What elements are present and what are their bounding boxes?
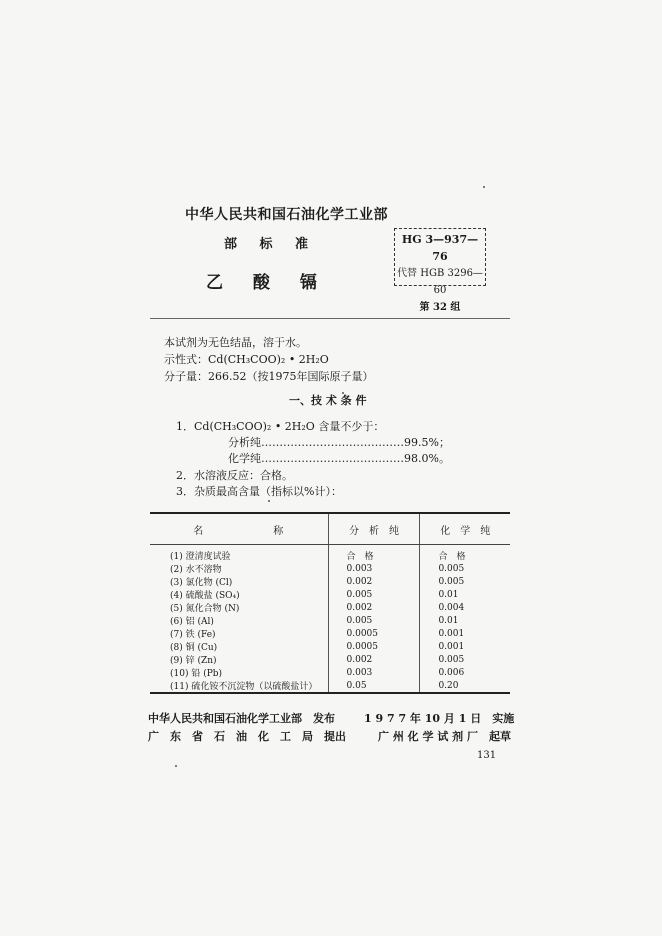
impurity-name: (4) 硫酸盐 (SO₄)	[170, 591, 240, 601]
standard-group: 第 32 组	[419, 302, 461, 313]
table-row	[150, 545, 510, 563]
impurity-name: (5) 氮化合物 (N)	[170, 604, 240, 614]
table-row	[150, 666, 510, 679]
section-title: 一、技 术 条 件	[289, 394, 367, 407]
chemical-value: 0.005	[420, 653, 510, 666]
impurity-name: (2) 水不溶物	[170, 565, 222, 575]
content-analytical-grade: 分析纯…………………………………99.5%；	[228, 436, 450, 449]
analytical-value: 0.005	[328, 588, 420, 601]
table-row	[150, 601, 510, 614]
impurity-name: (3) 氯化物 (Cl)	[170, 578, 233, 588]
analytical-value: 合 格	[328, 545, 420, 563]
impurity-name: (8) 铜 (Cu)	[170, 643, 218, 653]
chemical-value: 合 格	[420, 545, 510, 563]
table-row	[150, 640, 510, 653]
analytical-value: 0.002	[328, 601, 420, 614]
table-row	[150, 575, 510, 588]
impurity-name: (7) 铁 (Fe)	[170, 630, 216, 640]
header-name: 名 称	[150, 513, 328, 545]
molecular-weight-line: 分子量：266.52（按1975年国际原子量）	[164, 370, 374, 383]
table-row	[150, 562, 510, 575]
impurity-name: (10) 铅 (Pb)	[170, 669, 223, 679]
analytical-value: 0.0005	[328, 640, 420, 653]
standard-number: HG 3—937—76	[401, 233, 479, 263]
chemical-value: 0.005	[420, 575, 510, 588]
analytical-value: 0.05	[328, 679, 420, 693]
scan-speck	[483, 186, 485, 188]
chemical-value: 0.005	[420, 562, 510, 575]
scan-speck	[268, 500, 270, 502]
chemical-value: 0.006	[420, 666, 510, 679]
standard-type: 部 标 准	[224, 237, 309, 252]
standard-number-box	[394, 228, 486, 313]
table-row	[150, 627, 510, 640]
impurity-name: (11) 硫化铵不沉淀物（以硫酸盐计）	[150, 679, 328, 693]
analytical-value: 0.003	[328, 666, 420, 679]
footer-issuer: 中华人民共和国石油化学工业部 发布	[148, 712, 335, 725]
chemical-value: 0.001	[420, 640, 510, 653]
replaces-standard: 代替 HGB 3296—60	[397, 268, 483, 296]
table-row	[150, 653, 510, 666]
solution-reaction: 2．水溶液反应：合格。	[176, 469, 293, 482]
analytical-value: 0.003	[328, 562, 420, 575]
header-analytical: 分 析 纯	[328, 513, 420, 545]
table-row	[150, 588, 510, 601]
table-row	[150, 679, 510, 693]
footer-drafter: 广 州 化 学 试 剂 厂 起草	[378, 730, 511, 743]
analytical-value: 0.005	[328, 614, 420, 627]
chemical-value: 0.01	[420, 588, 510, 601]
content-requirement: 1．Cd(CH₃COO)₂ • 2H₂O 含量不少于：	[176, 420, 385, 433]
formula-line: 示性式：Cd(CH₃COO)₂ • 2H₂O	[164, 353, 329, 366]
impurity-name: (6) 铝 (Al)	[170, 617, 214, 627]
impurity-name: (1) 澄清度试验	[170, 552, 231, 562]
header-divider	[150, 318, 510, 319]
content-chemical-grade: 化学纯…………………………………98.0%。	[228, 452, 450, 465]
chemical-value: 0.01	[420, 614, 510, 627]
analytical-value: 0.0005	[328, 627, 420, 640]
page-number: 131	[477, 750, 497, 761]
table-row	[150, 614, 510, 627]
footer-effective-date: 1 9 7 7 年 10 月 1 日 实施	[364, 712, 515, 725]
chemical-value: 0.001	[420, 627, 510, 640]
chemical-value: 0.004	[420, 601, 510, 614]
impurity-heading: 3．杂质最高含量（指标以%计）：	[176, 485, 342, 498]
analytical-value: 0.002	[328, 653, 420, 666]
scan-speck	[175, 765, 177, 767]
issuing-ministry: 中华人民共和国石油化学工业部	[185, 207, 388, 223]
scan-speck	[342, 392, 344, 394]
reagent-description: 本试剂为无色结晶，溶于水。	[164, 336, 307, 349]
chemical-value: 0.20	[420, 679, 510, 693]
analytical-value: 0.002	[328, 575, 420, 588]
footer-proposer: 广 东 省 石 油 化 工 局 提出	[148, 730, 346, 743]
header-chemical: 化 学 纯	[420, 513, 510, 545]
impurity-name: (9) 锌 (Zn)	[170, 656, 217, 666]
impurity-table	[150, 512, 510, 694]
table-header-row	[150, 513, 510, 545]
document-title: 乙 酸 镉	[206, 273, 317, 293]
